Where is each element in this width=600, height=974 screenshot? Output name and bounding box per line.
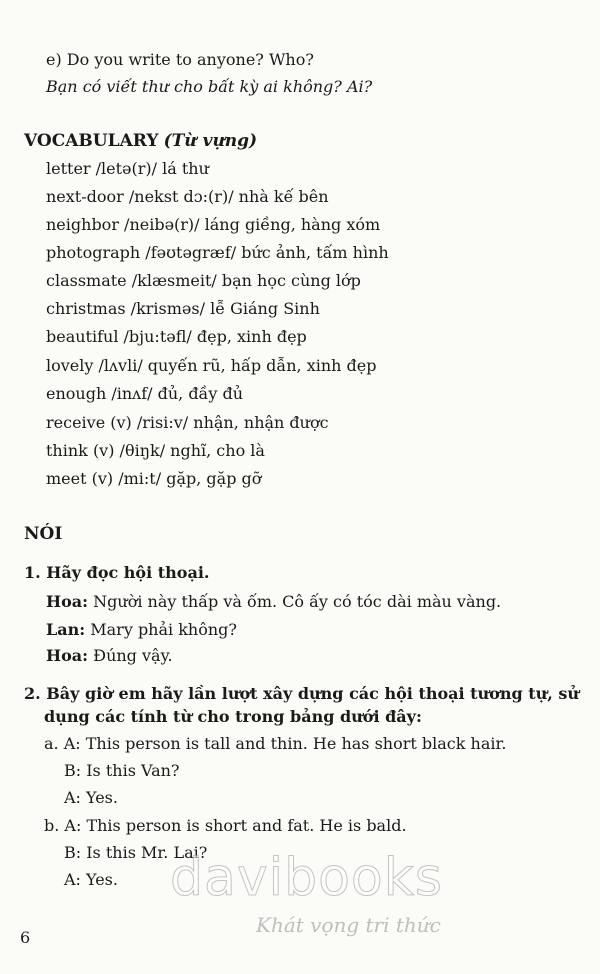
vocab-item: next-door /nekst dɔ:(r)/ nhà kế bên bbox=[46, 187, 329, 206]
vocab-item: enough /inʌf/ đủ, đầy đủ bbox=[46, 384, 244, 403]
example-b-line1: b. A: This person is short and fat. He is bald. bbox=[44, 816, 407, 835]
speaking-heading: NÓI bbox=[24, 524, 63, 544]
task2-title-line1: 2. Bây giờ em hãy lần lượt xây dựng các hội thoại tương tự, sử bbox=[24, 684, 580, 703]
dialogue-line bbox=[46, 646, 173, 666]
vocab-item: neighbor /neibə(r)/ láng giềng, hàng xóm bbox=[46, 215, 381, 234]
vocab-item: letter /letə(r)/ lá thư bbox=[46, 159, 209, 178]
example-b-line3: A: Yes. bbox=[64, 870, 118, 889]
example-a-line1: a. A: This person is tall and thin. He has short black hair. bbox=[44, 734, 507, 753]
exercise-e-translation: Bạn có viết thư cho bất kỳ ai không? Ai? bbox=[46, 77, 373, 96]
vocabulary-heading bbox=[24, 131, 257, 151]
page-number: 6 bbox=[20, 928, 31, 947]
speaker-name: Hoa: bbox=[46, 592, 89, 611]
task1-title: 1. Hãy đọc hội thoại. bbox=[24, 563, 210, 582]
dialogue-text: Mary phải không? bbox=[85, 620, 237, 639]
dialogue-text: Đúng vậy. bbox=[88, 646, 173, 665]
example-b-line2: B: Is this Mr. Lai? bbox=[64, 843, 208, 862]
vocab-item: classmate /klæsmeit/ bạn học cùng lớp bbox=[46, 271, 361, 290]
vocab-item: photograph /fəʊtəgræf/ bức ảnh, tấm hình bbox=[46, 243, 389, 262]
dialogue-text: Người này thấp và ốm. Cô ấy có tóc dài màu vàng. bbox=[88, 592, 502, 611]
vocabulary-title-vi: (Từ vựng) bbox=[163, 131, 258, 151]
vocab-item: think (v) /θiŋk/ nghĩ, cho là bbox=[46, 441, 265, 460]
speaker-name: Hoa: bbox=[46, 646, 89, 665]
vocab-item: receive (v) /risi:v/ nhận, nhận được bbox=[46, 413, 329, 432]
vocab-item: christmas /krisməs/ lễ Giáng Sinh bbox=[46, 299, 320, 318]
task2-title-line2: dụng các tính từ cho trong bảng dưới đây: bbox=[44, 707, 422, 726]
vocab-item: beautiful /bju:təfl/ đẹp, xinh đẹp bbox=[46, 327, 307, 346]
vocabulary-title: VOCABULARY bbox=[24, 131, 159, 151]
vocab-item: lovely /lʌvli/ quyến rũ, hấp dẫn, xinh đẹp bbox=[46, 356, 377, 375]
speaker-name: Lan: bbox=[46, 620, 86, 639]
dialogue-line bbox=[46, 620, 237, 640]
dialogue-line bbox=[46, 592, 501, 612]
watermark-tagline: Khát vọng tri thức bbox=[256, 913, 441, 937]
example-a-line2: B: Is this Van? bbox=[64, 761, 180, 780]
vocab-item: meet (v) /mi:t/ gặp, gặp gỡ bbox=[46, 469, 262, 488]
example-a-line3: A: Yes. bbox=[64, 788, 118, 807]
watermark-brand: davibooks bbox=[170, 848, 443, 908]
exercise-e-question: e) Do you write to anyone? Who? bbox=[46, 50, 314, 69]
